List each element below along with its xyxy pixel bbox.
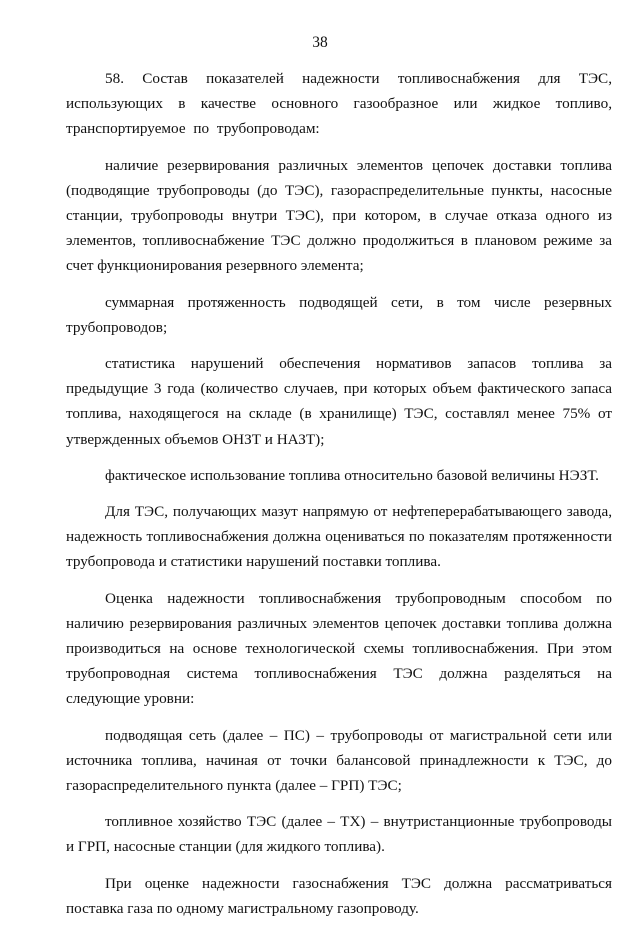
paragraph-supply-network: подводящая сеть (далее – ПС) – трубопроводы от магистральной сети или источника топлива, начиная от точки балансовой принадлежности к ТЭС, до газораспределительного пункта (далее – ГРП) ТЭС; — [66, 726, 612, 795]
paragraph-stock-violations: статистика нарушений обеспечения нормативов запасов топлива за предыдущие 3 года (количество случаев, при которых объем фактического запаса топлива, находящегося на складе (в хранилище) ТЭС, составлял менее 75% от утвержденных объемов ОНЗТ и НАЗТ); — [66, 355, 612, 448]
paragraph-gas-supply: При оценке надежности газоснабжения ТЭС должна рассматриваться поставка газа по одному магистральному газопроводу. — [66, 874, 612, 917]
paragraph-58-heading: 58. Состав показателей надежности топливоснабжения для ТЭС, использующих в качестве основного газообразное или жидкое топливо, транспортируемое по трубопроводам: — [66, 70, 612, 138]
paragraph-network-length: суммарная протяженность подводящей сети, в том числе резервных трубопроводов; — [66, 293, 612, 336]
paragraph-pipeline-assessment: Оценка надежности топливоснабжения трубопроводным способом по наличию резервирования различных элементов цепочек доставки топлива должна производиться на основе технологической схемы топливоснабжения. При этом трубопроводная система топливоснабжения ТЭС должна разделяться на следующие уровни: — [66, 589, 612, 708]
document-body — [66, 66, 612, 932]
paragraph-reserve-elements: наличие резервирования различных элементов цепочек доставки топлива (подводящие трубопроводы (до ТЭС), газораспределительные пункты, насосные станции, трубопроводы внутри ТЭС), при котором, в случае отказа одного из элементов, топливоснабжение ТЭС должно продолжиться в плановом режиме за счет функционирования резервного элемента; — [66, 156, 612, 275]
page-number: 38 — [312, 34, 328, 51]
paragraph-fuel-oil-plants: Для ТЭС, получающих мазут напрямую от нефтеперерабатывающего завода, надежность топливоснабжения должна оцениваться по показателям протяженности трубопровода и статистики нарушений поставки топлива. — [66, 503, 612, 571]
paragraph-fuel-facilities: топливное хозяйство ТЭС (далее – ТХ) – внутристанционные трубопроводы и ГРП, насосные станции (для жидкого топлива). — [66, 813, 612, 856]
paragraph-actual-usage: фактическое использование топлива относительно базовой величины НЭЗТ. — [105, 466, 599, 484]
